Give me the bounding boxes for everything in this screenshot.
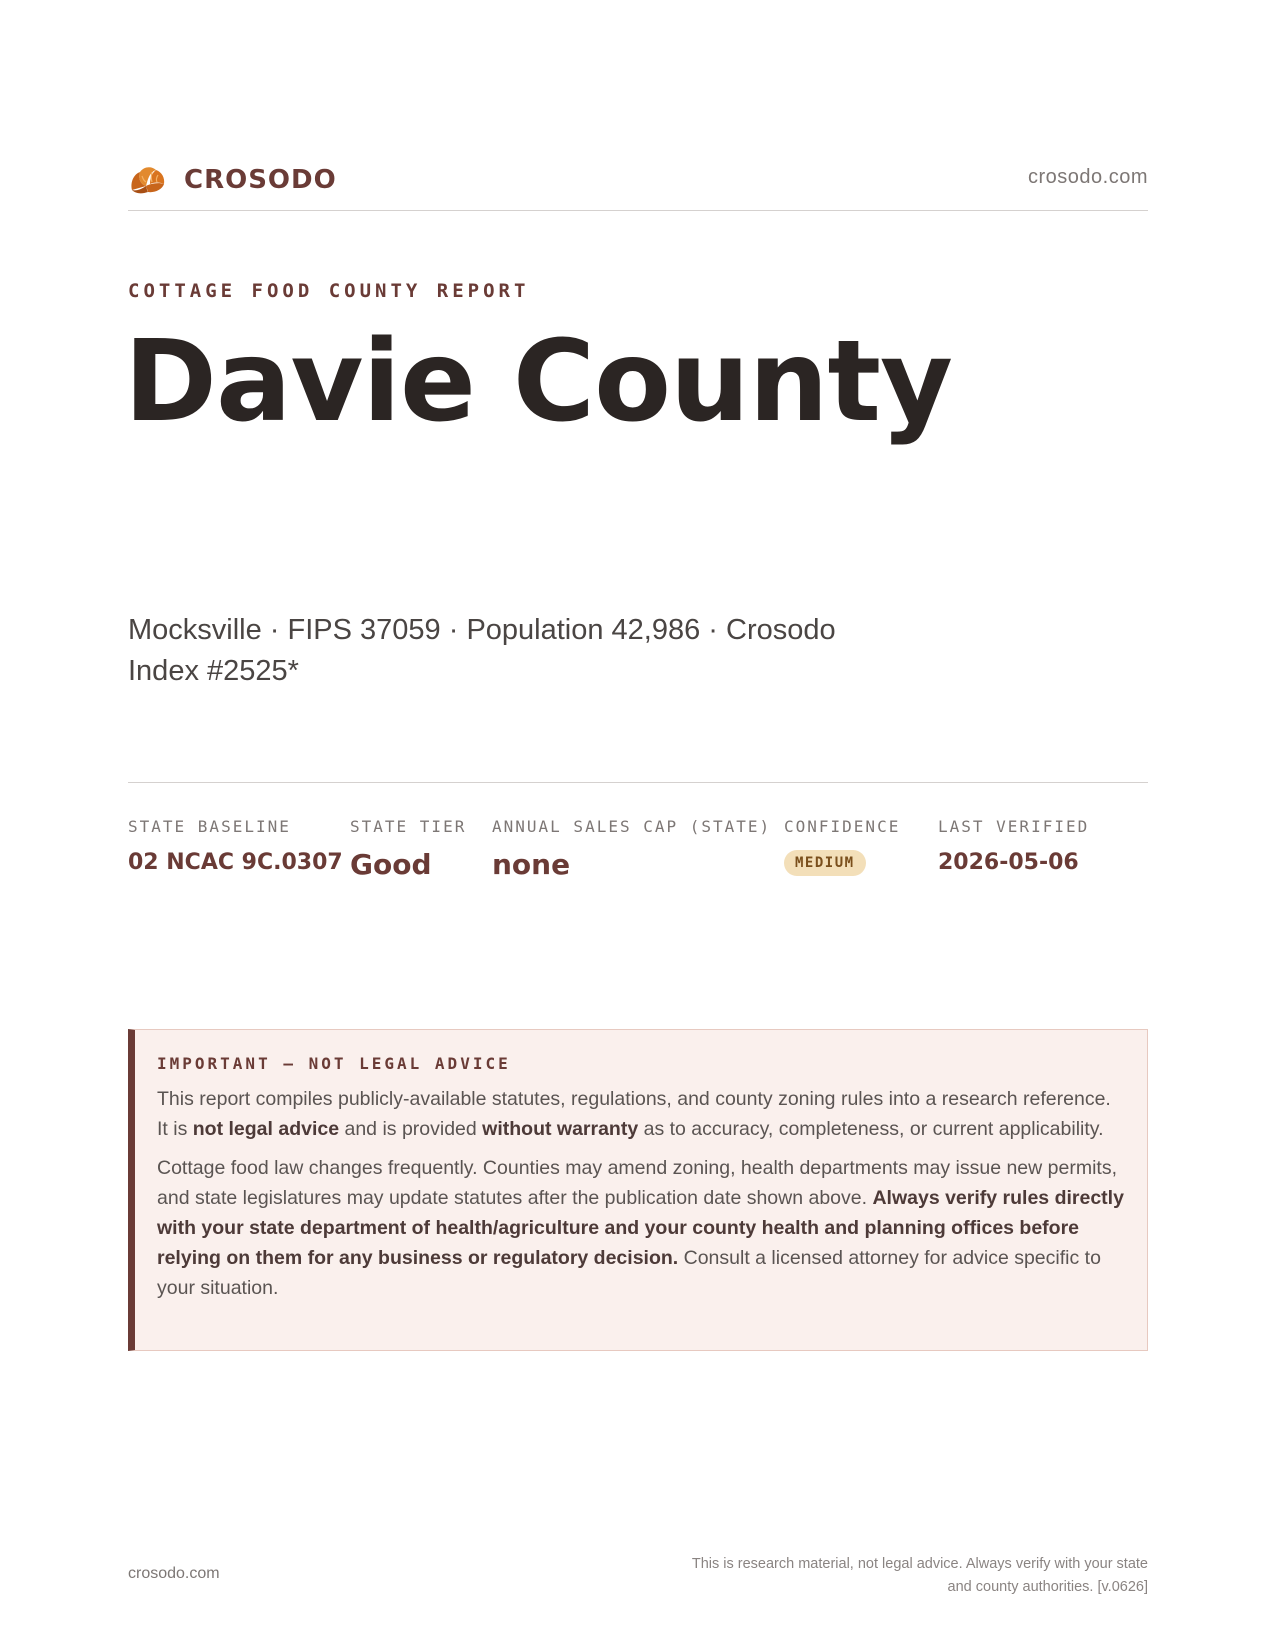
stats-row <box>128 782 1148 893</box>
notice-text: and is provided <box>339 1118 483 1140</box>
notice-emphasis: Always verify rules directly with your state department of health/agriculture and your county health and planning offices before relying on them for any business or regulatory decision. <box>157 1187 1124 1269</box>
brand[interactable] <box>128 160 337 200</box>
stat-value: Good <box>350 848 432 881</box>
notice-paragraph-2 <box>157 1153 1127 1303</box>
stat-value: none <box>492 848 571 881</box>
notice-title: IMPORTANT — NOT LEGAL ADVICE <box>157 1054 511 1073</box>
confidence-badge: MEDIUM <box>784 850 866 876</box>
report-eyebrow: COTTAGE FOOD COUNTY REPORT <box>128 280 530 302</box>
stat-state-tier <box>350 817 466 881</box>
legal-notice <box>128 1029 1148 1351</box>
croissant-icon <box>128 160 168 200</box>
notice-paragraph-1 <box>157 1084 1127 1144</box>
notice-text: Consult a licensed attorney for advice specific to your situation. <box>157 1247 1101 1299</box>
brand-name: CROSODO <box>184 165 337 195</box>
stat-value: 02 NCAC 9C.0307 <box>128 850 343 875</box>
stat-label: STATE BASELINE <box>128 817 291 836</box>
stat-label: LAST VERIFIED <box>938 817 1090 836</box>
stat-state-baseline <box>128 817 343 875</box>
footer-site[interactable]: crosodo.com <box>128 1565 220 1582</box>
notice-text: as to accuracy, completeness, or current applicability. <box>638 1118 1104 1140</box>
notice-emphasis: not legal advice <box>192 1118 340 1140</box>
notice-text: This report compiles publicly-available statutes, regulations, and county zoning rules into a research reference. It is <box>157 1088 1111 1140</box>
report-subtitle: Mocksville · FIPS 37059 · Population 42,986 · Crosodo Index #2525* <box>128 614 836 687</box>
stat-value: 2026-05-06 <box>938 850 1079 875</box>
stat-label: ANNUAL SALES CAP (STATE) <box>492 817 772 836</box>
stat-label: STATE TIER <box>350 817 467 836</box>
footer-disclaimer-line: This is research material, not legal advice. Always verify with your state <box>691 1556 1148 1572</box>
stat-sales-cap <box>492 817 771 881</box>
page-title: Davie County <box>124 317 953 447</box>
page-header <box>128 160 1148 211</box>
stat-label: CONFIDENCE <box>784 817 901 836</box>
footer-disclaimer <box>588 1553 1148 1599</box>
stat-last-verified <box>938 817 1089 875</box>
stat-confidence <box>784 817 900 876</box>
footer-disclaimer-line: and county authorities. [v.0626] <box>947 1579 1148 1595</box>
site-link[interactable]: crosodo.com <box>1028 166 1148 188</box>
notice-body <box>157 1084 1127 1312</box>
notice-emphasis: without warranty <box>482 1118 639 1140</box>
notice-text: Cottage food law changes frequently. Counties may amend zoning, health departments may issue new permits, and state legislatures may update statutes after the publication date shown above. <box>157 1157 1117 1209</box>
